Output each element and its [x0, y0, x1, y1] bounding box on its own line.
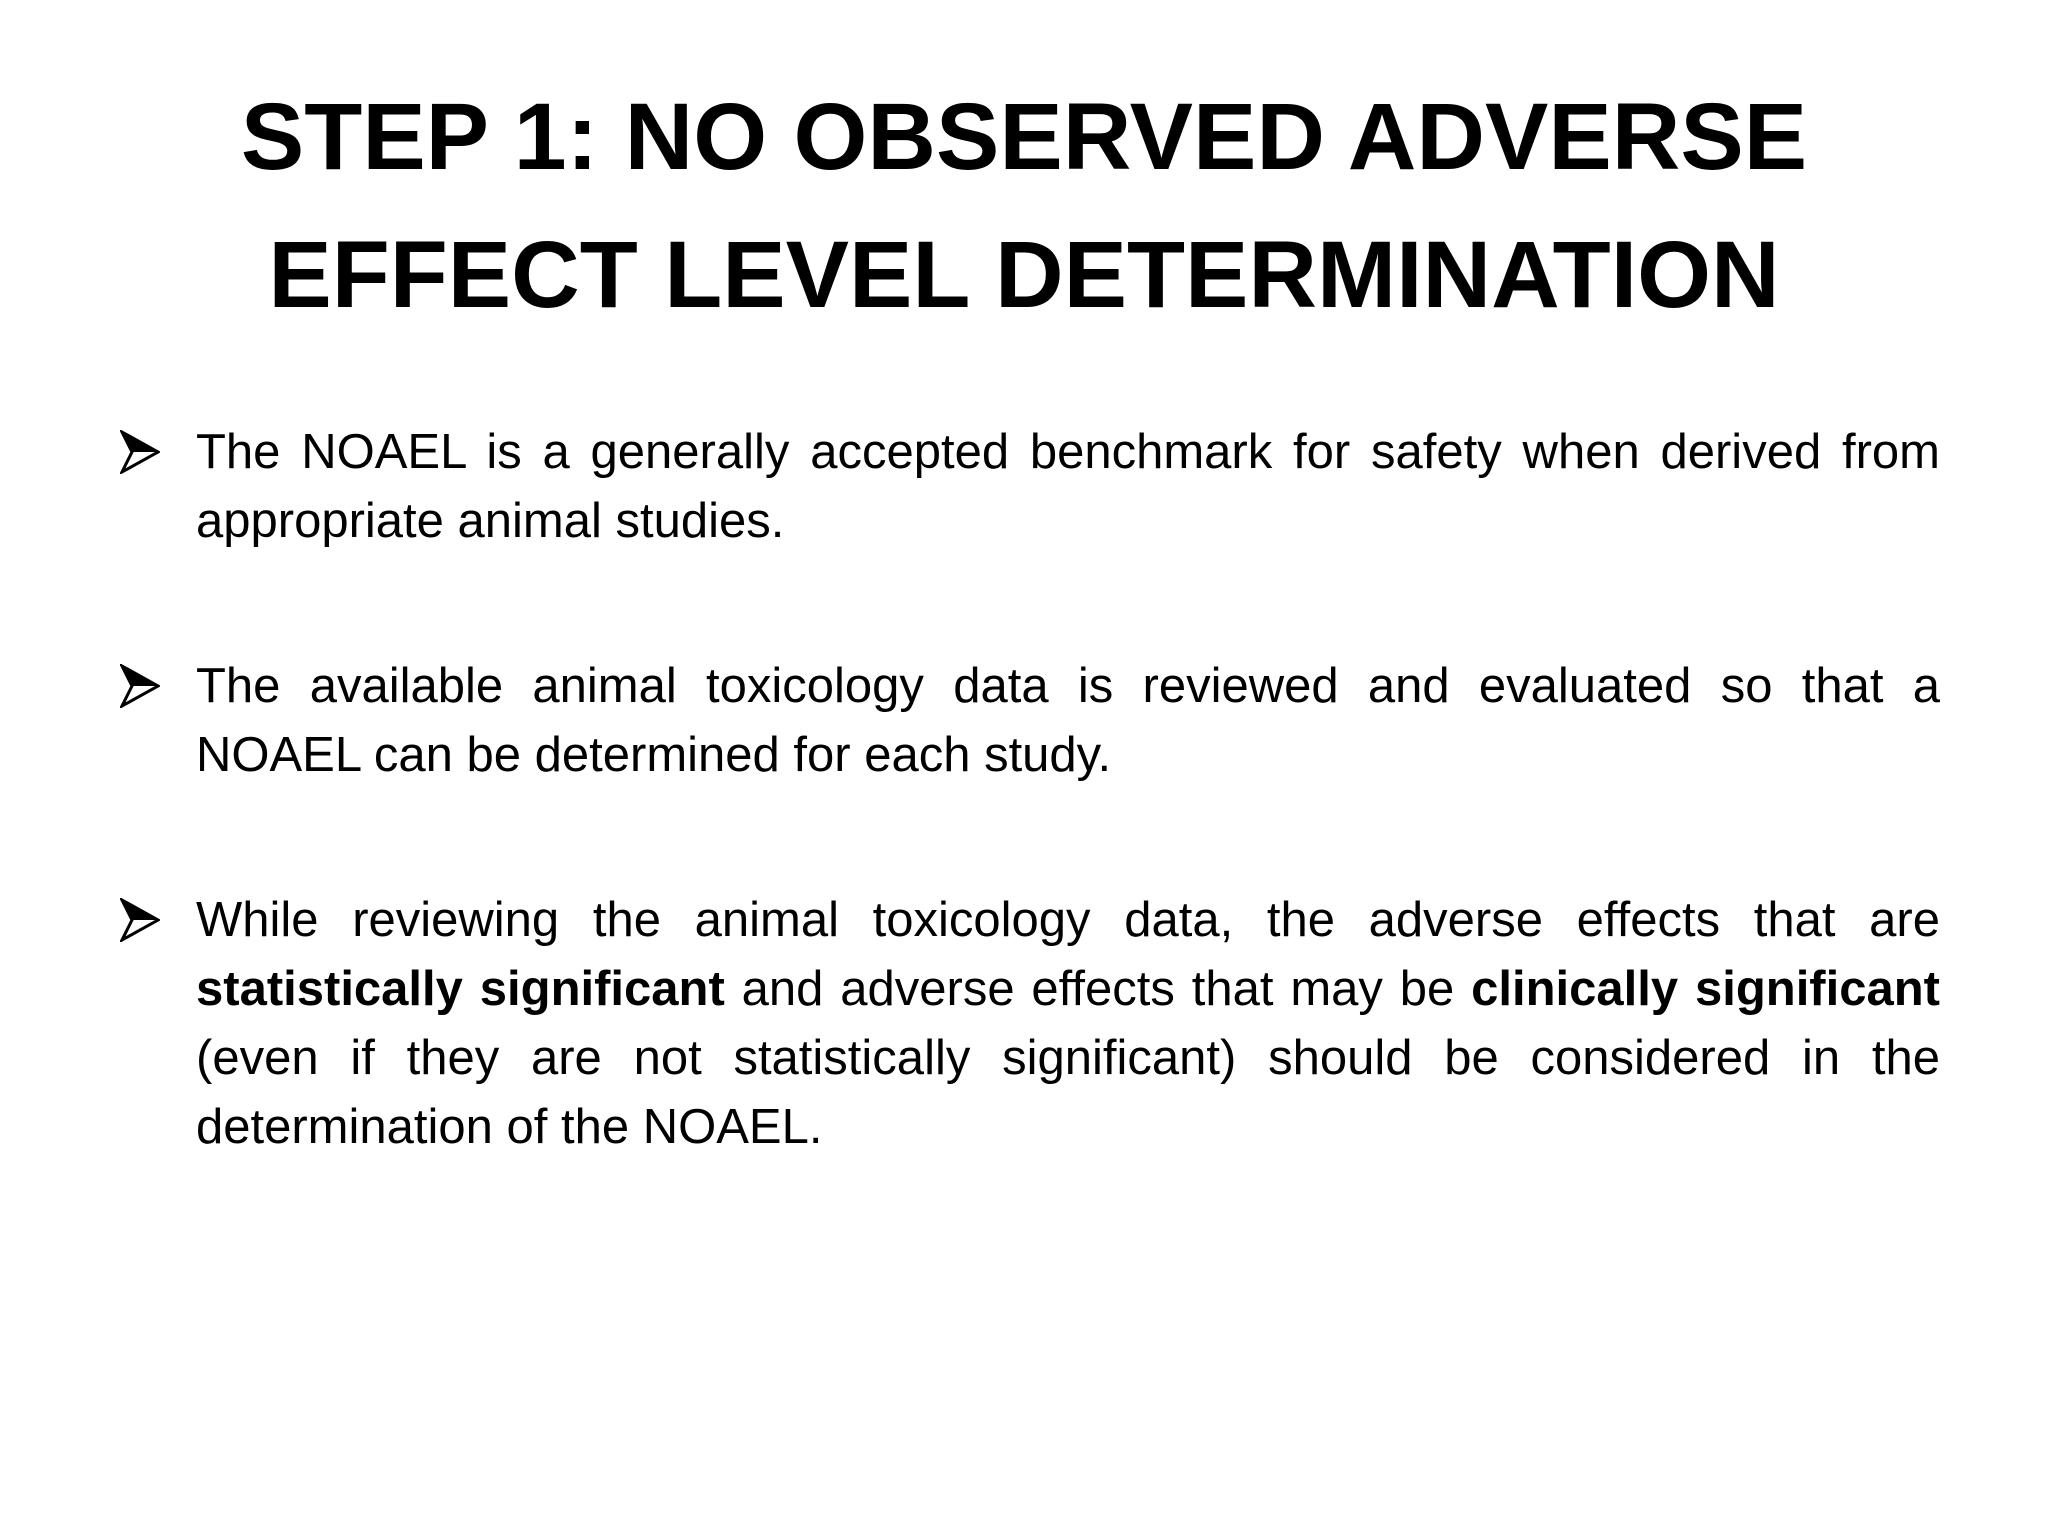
- arrowhead-bullet-icon: [120, 430, 160, 474]
- title-line-2: EFFECT LEVEL DETERMINATION: [268, 222, 1780, 328]
- bullet-3-segment-3: (even if they are not statistically significant) should be considered in the determination of the NOAEL.: [196, 1031, 1940, 1154]
- bullet-item-2: [120, 652, 1940, 790]
- arrowhead-bullet-icon: [120, 664, 160, 708]
- bullet-item-3: [120, 886, 1940, 1162]
- bullet-text-2: The available animal toxicology data is reviewed and evaluated so that a NOAEL can be determined for each study.: [196, 659, 1940, 782]
- bullet-item-1: [120, 418, 1940, 556]
- title-line-1: STEP 1: NO OBSERVED ADVERSE: [240, 84, 1808, 190]
- arrowhead-bullet-icon: [120, 898, 160, 942]
- bullet-3-bold-statistically-significant: statistically significant: [196, 962, 725, 1016]
- bullet-3-segment-1: While reviewing the animal toxicology data, the adverse effects that are: [196, 893, 1940, 947]
- bullet-3-bold-clinically-significant: clinically significant: [1471, 962, 1940, 1016]
- page-title: [160, 68, 1888, 344]
- bullet-list: [120, 418, 1940, 1258]
- bullet-3-segment-2: and adverse effects that may be: [724, 962, 1472, 1016]
- bullet-text-3: [196, 886, 1940, 1162]
- bullet-text-1: The NOAEL is a generally accepted benchmark for safety when derived from appropriate animal studies.: [196, 425, 1940, 548]
